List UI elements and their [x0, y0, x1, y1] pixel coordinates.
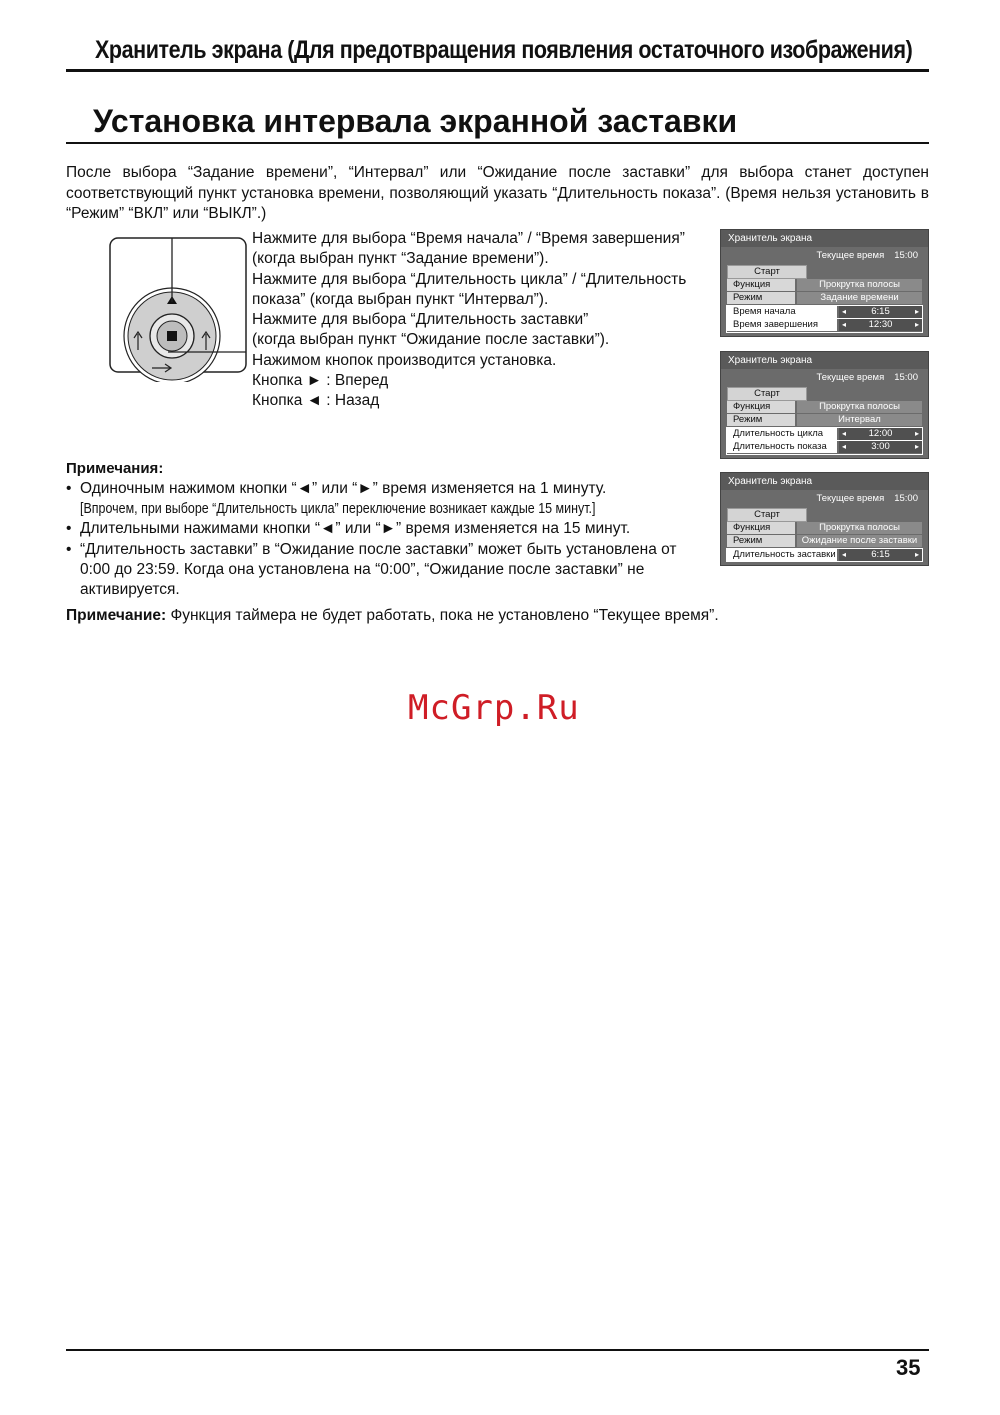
osd-title: Хранитель экрана — [721, 230, 928, 247]
note-text: Длительными нажимами кнопки “◄” или “►” время изменяется на 15 минут. — [80, 520, 631, 538]
watermark: McGrp.Ru — [408, 688, 580, 728]
page-number: 35 — [896, 1355, 921, 1380]
clock-value: 15:00 — [894, 250, 918, 261]
start-button[interactable]: Старт — [727, 508, 807, 522]
osd-row[interactable] — [727, 279, 922, 292]
osd-row-label: Режим — [727, 535, 795, 547]
osd-row-label: Длительность заставки — [727, 549, 837, 561]
clock-label: Текущее время — [816, 250, 885, 261]
osd-title: Хранитель экрана — [721, 473, 928, 490]
intro-paragraph: После выбора “Задание времени”, “Интервал” или “Ожидание после заставки” для выбора станет доступен соответствующий пункт установка времени, позволяющий указать “Длительность показа”. (Время нельзя установить в “Режим” “ВКЛ” или “ВЫКЛ”.) — [66, 164, 929, 222]
notes-list — [66, 479, 706, 600]
final-note-label: Примечание: — [66, 607, 167, 624]
final-note — [66, 607, 719, 625]
osd-row[interactable] — [727, 535, 922, 548]
osd-row-label: Время начала — [727, 306, 837, 318]
osd-row-value: ◂ 6:15 ▸ — [839, 549, 922, 561]
instruction-line: (когда выбран пункт “Задание времени”). — [252, 250, 549, 268]
page-title: Установка интервала экранной заставки — [93, 103, 738, 139]
notes-title: Примечания: — [66, 460, 164, 477]
remote-navigation-pad-icon — [108, 232, 248, 382]
osd-row-label: Функция — [727, 401, 795, 413]
instruction-line: Нажмите для выбора “Длительность цикла” / “Длительность — [252, 270, 687, 288]
osd-row[interactable] — [727, 401, 922, 414]
final-note-text: Функция таймера не будет работать, пока не установлено “Текущее время”. — [166, 607, 719, 624]
header-rule — [66, 69, 929, 72]
osd-panel-schedule — [720, 229, 929, 337]
osd-start-row — [727, 508, 922, 521]
instructions-block — [252, 229, 702, 412]
instruction-line: показа” (когда выбран пункт “Интервал”). — [252, 290, 549, 308]
osd-row[interactable] — [727, 522, 922, 535]
osd-row-label: Режим — [727, 414, 795, 426]
osd-row-value: ◂ 6:15 ▸ — [839, 306, 922, 318]
osd-row-value: Прокрутка полосы — [797, 401, 922, 413]
osd-row-label: Время завершения — [727, 319, 837, 331]
osd-panel-interval — [720, 351, 929, 459]
osd-row-value: Прокрутка полосы — [797, 279, 922, 291]
footer-rule — [66, 1349, 929, 1351]
note-text: “Длительность заставки” в “Ожидание после заставки” может быть установлена от 0:00 до 23:59. Когда она установлена на “0:00”, “Ожидание после заставки” не активируется. — [80, 540, 677, 599]
osd-row-value: ◂ 3:00 ▸ — [839, 441, 922, 453]
osd-clock — [721, 247, 928, 264]
osd-row-value: ◂ 12:00 ▸ — [839, 428, 922, 440]
osd-clock — [721, 369, 928, 386]
clock-label: Текущее время — [816, 372, 885, 383]
osd-row-label: Режим — [727, 292, 795, 304]
osd-row-selected[interactable] — [727, 306, 922, 319]
osd-panel-standby — [720, 472, 929, 566]
osd-row-value: Прокрутка полосы — [797, 522, 922, 534]
note-item — [66, 519, 706, 539]
osd-row-value: Интервал — [797, 414, 922, 426]
start-button[interactable]: Старт — [727, 265, 807, 279]
osd-row-label: Функция — [727, 522, 795, 534]
osd-row-label: Функция — [727, 279, 795, 291]
section-title: Хранитель экрана (Для предотвращения появления остаточного изображения) — [95, 36, 913, 64]
instruction-line: Нажмите для выбора “Время начала” / “Время завершения” — [252, 230, 685, 247]
note-item — [66, 479, 706, 499]
osd-row-value: Задание времени — [797, 292, 922, 304]
note-text: Одиночным нажимом кнопки “◄” или “►” время изменяется на 1 минуту. — [80, 480, 607, 497]
clock-label: Текущее время — [816, 493, 885, 504]
osd-row[interactable] — [727, 292, 922, 305]
osd-row-value: Ожидание после заставки — [797, 535, 922, 547]
osd-clock — [721, 490, 928, 507]
instruction-line: Нажмите для выбора “Длительность заставки” — [252, 311, 589, 329]
osd-row-value: ◂ 12:30 ▸ — [839, 319, 922, 331]
note-item — [66, 540, 706, 601]
osd-title: Хранитель экрана — [721, 352, 928, 369]
instruction-line: Кнопка ► : Вперед — [252, 372, 389, 390]
osd-row-selected[interactable] — [727, 428, 922, 441]
clock-value: 15:00 — [894, 372, 918, 383]
clock-value: 15:00 — [894, 493, 918, 504]
osd-row-selected[interactable] — [727, 441, 922, 454]
osd-row-label: Длительность цикла — [727, 428, 837, 440]
note-subtext: [Впрочем, при выборе “Длительность цикла” переключение возникает каждые 15 минут.] — [80, 501, 596, 518]
start-button[interactable]: Старт — [727, 387, 807, 401]
osd-start-row — [727, 265, 922, 278]
instruction-line: Нажимом кнопок производится установка. — [252, 351, 557, 369]
osd-row[interactable] — [727, 414, 922, 427]
osd-start-row — [727, 387, 922, 400]
osd-row-selected[interactable] — [727, 319, 922, 332]
osd-row-selected[interactable] — [727, 549, 922, 562]
title-rule — [66, 142, 929, 144]
osd-row-label: Длительность показа — [727, 441, 837, 453]
instruction-line: Кнопка ◄ : Назад — [252, 392, 380, 410]
instruction-line: (когда выбран пункт “Ожидание после заставки”). — [252, 331, 610, 349]
